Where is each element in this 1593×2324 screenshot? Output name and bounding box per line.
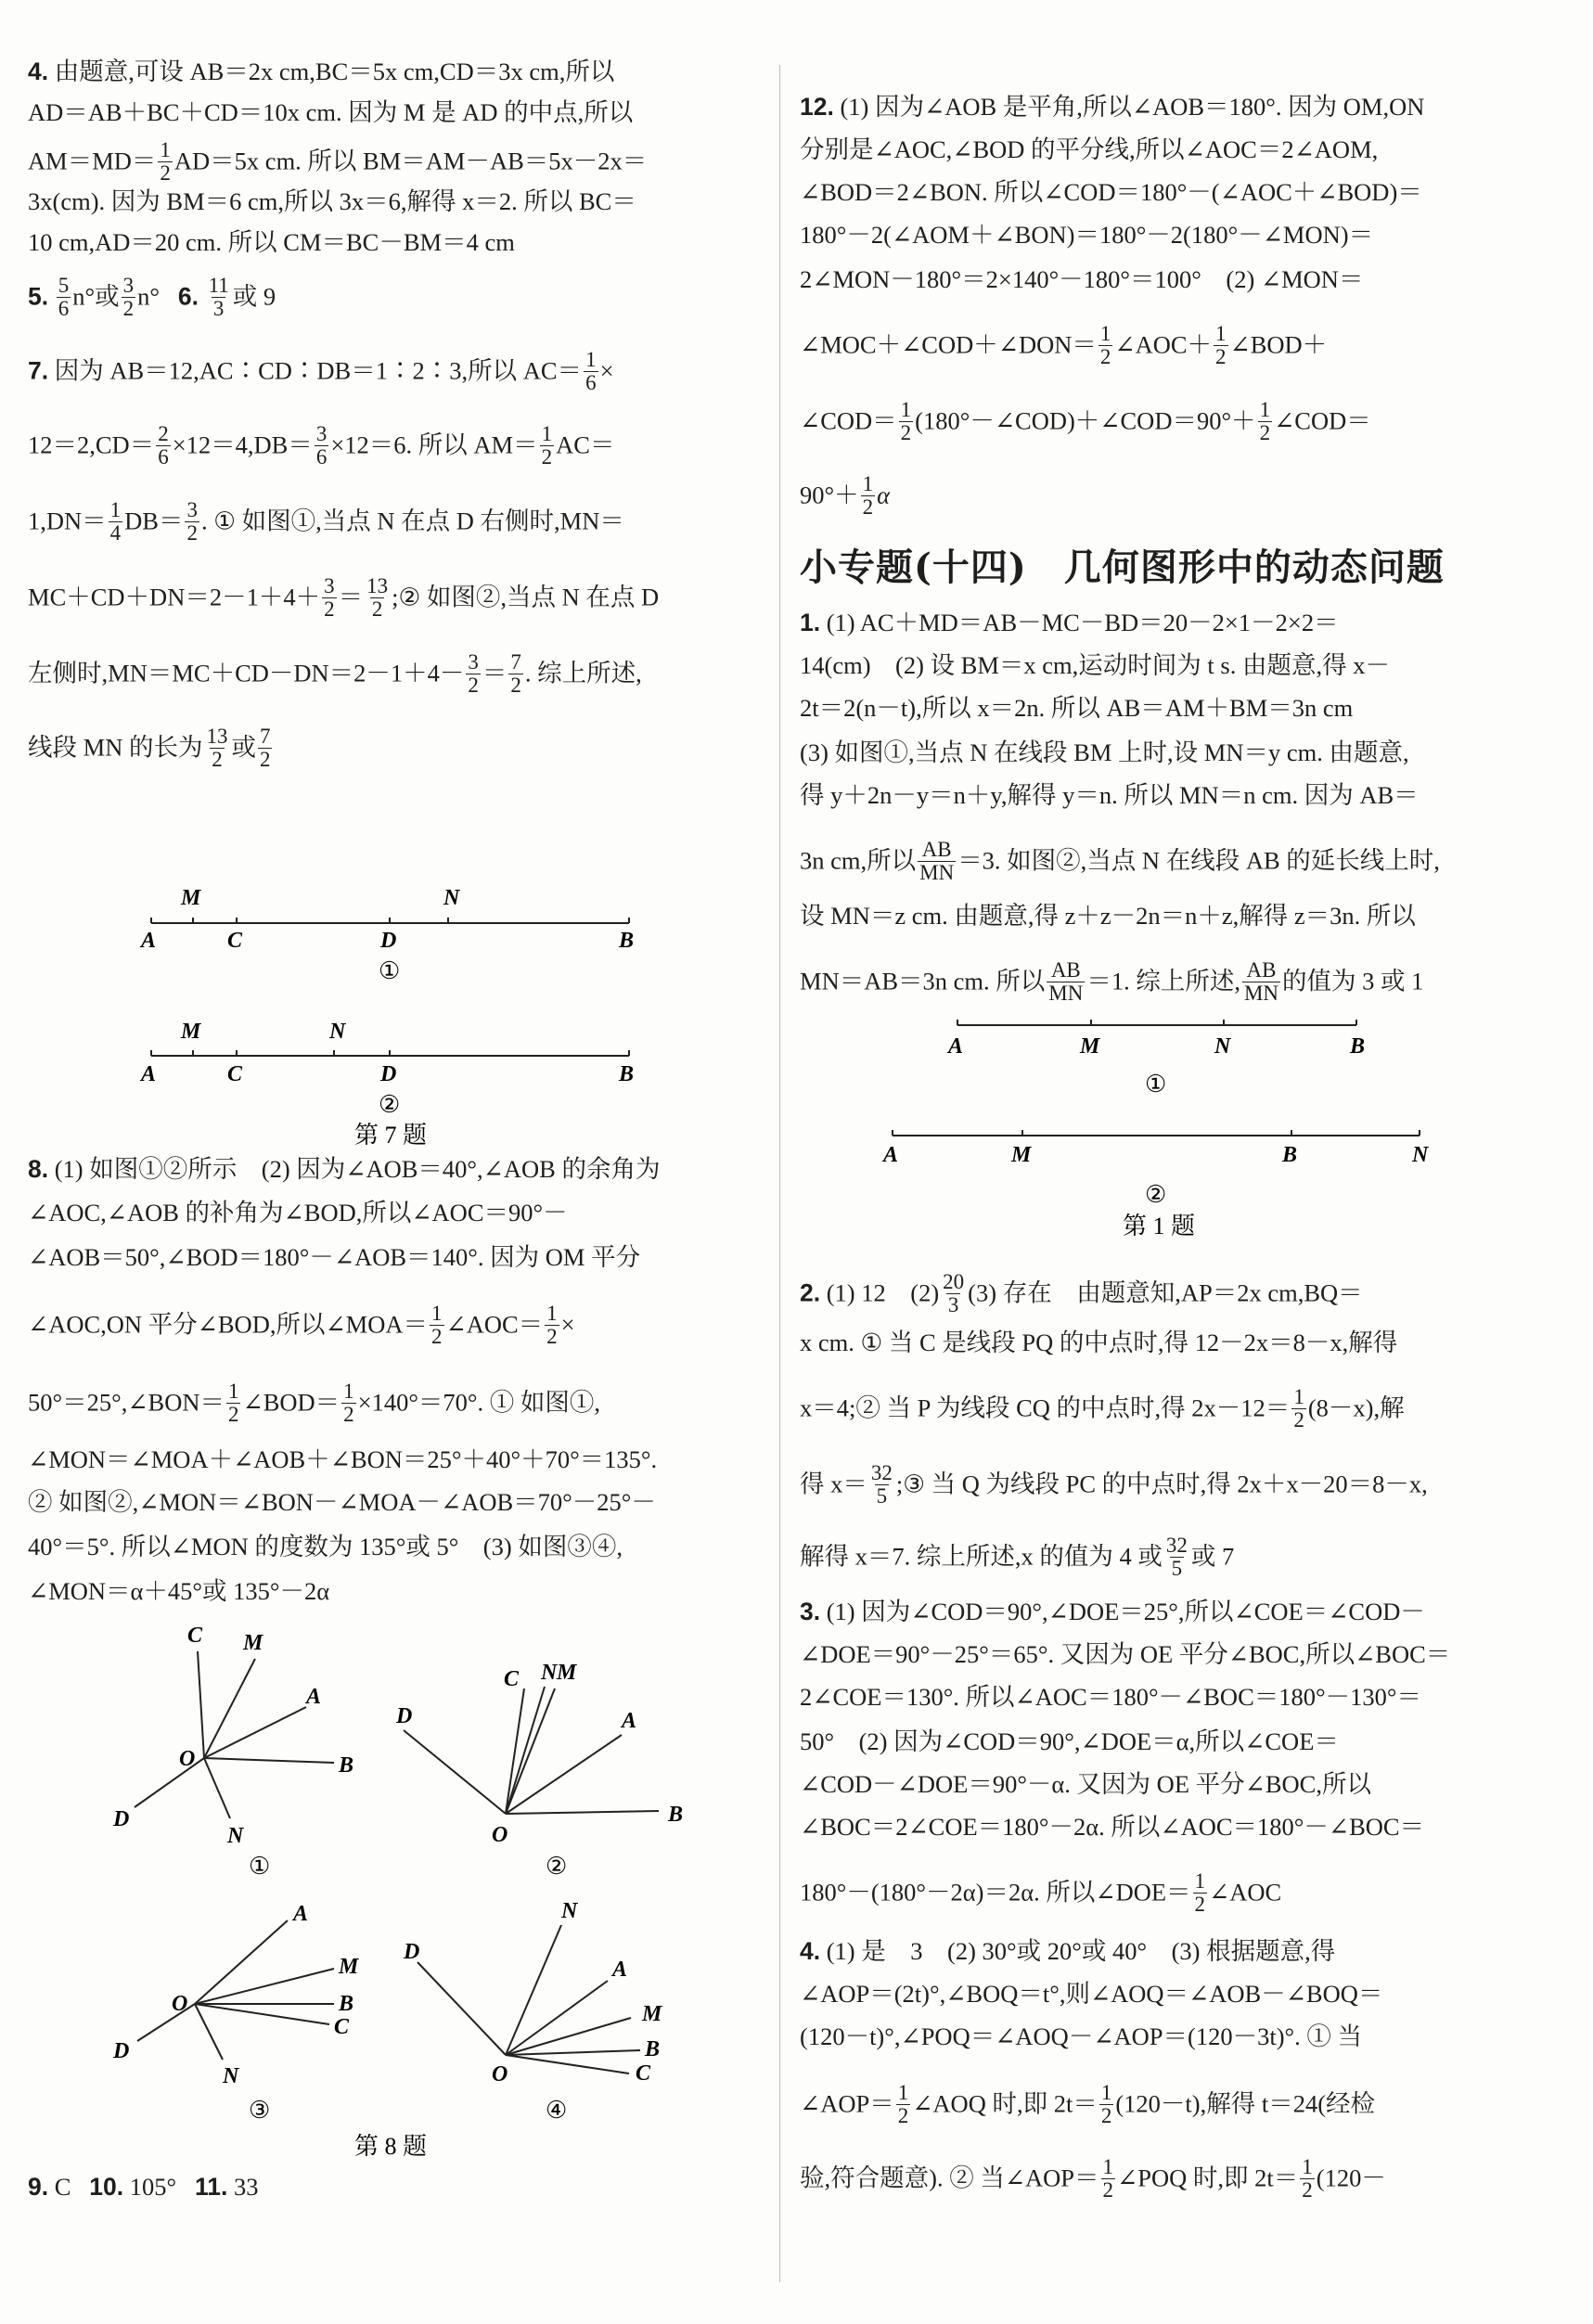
section-heading: 小专题(十四) 几何图形中的动态问题 — [800, 546, 1445, 589]
fig8-1-label-B: B — [339, 1753, 354, 1778]
fig8-label-1: ① — [249, 1853, 271, 1880]
fig8-3-label-N: N — [223, 2064, 239, 2088]
p3-line5: ∠COD－∠DOE＝90°－α. 又因为 OE 平分∠BOC,所以 — [800, 1770, 1371, 1798]
fig7-caption: 第 7 题 — [354, 1122, 428, 1149]
fig8-1-label-M: M — [243, 1631, 263, 1655]
fig7-1-label-D: D — [380, 929, 397, 953]
fig8-4-label-B: B — [645, 2037, 661, 2061]
q9-q11-line: 9. C 10. 105° 11. 33 — [28, 2173, 259, 2201]
fig8-2-label-M: M — [557, 1661, 577, 1685]
p1-line7: 设 MN＝z cm. 由题意,得 z＋z－2n＝n＋z,解得 z＝3n. 所以 — [800, 902, 1416, 930]
fig8-4-label-N: N — [561, 1899, 578, 1923]
fig8-3-label-D: D — [113, 2039, 130, 2063]
q4-line1: 4. 由题意,可设 AB＝2x cm,BC＝5x cm,CD＝3x cm,所以 — [28, 58, 615, 85]
q8-line2: ∠AOC,∠AOB 的补角为∠BOD,所以∠AOC＝90°－ — [28, 1199, 568, 1226]
q8-line1: 8. (1) 如图①②所示 (2) 因为∠AOB＝40°,∠AOB 的余角为 — [28, 1155, 661, 1183]
fig8-4-label-O: O — [492, 2062, 508, 2086]
q8-line5: 50°＝25°,∠BON＝ $\frac{1}{2}$ ∠BOD＝ $\frac{1}{2}$ ×140°＝70°. ① 如图①, — [28, 1380, 601, 1426]
fig1-2-label-A: A — [883, 1143, 899, 1167]
q7-line5: 左侧时,MN＝MC＋CD－DN＝2－1＋4－ $\frac{3}{2}$ ＝ $\frac{7}{2}$ . 综上所述, — [28, 650, 642, 697]
fig7-label-1: ① — [379, 957, 401, 984]
fig1-1-label-B: B — [1350, 1034, 1366, 1059]
fig7-1-label-N: N — [443, 886, 460, 910]
p3-line7: 180°－(180°－2α)＝2α. 所以∠DOE＝ $\frac{1}{2}$ ∠AOC — [800, 1869, 1282, 1916]
q8-line9: ∠MON＝α＋45°或 135°－2α — [28, 1577, 330, 1605]
q12-line4: 180°－2(∠AOM＋∠BON)＝180°－2(180°－∠MON)＝ — [800, 221, 1374, 249]
q8-line3: ∠AOB＝50°,∠BOD＝180°－∠AOB＝140°. 因为 OM 平分 — [28, 1243, 641, 1271]
left-column — [28, 0, 770, 2324]
q4-line5: 10 cm,AD＝20 cm. 所以 CM＝BC－BM＝4 cm — [28, 228, 515, 256]
fig8-1-label-A: A — [306, 1685, 322, 1709]
q7-line6: 线段 MN 的长为 $\frac{13}{2}$ 或 $\frac{7}{2}$ — [28, 725, 271, 771]
fig1-1-label-M: M — [1080, 1034, 1100, 1059]
fig1-2-label-B: B — [1282, 1143, 1298, 1167]
p4-line1: 4. (1) 是 3 (2) 30°或 20°或 40° (3) 根据题意,得 — [800, 1937, 1336, 1965]
p3-line2: ∠DOE＝90°－25°＝65°. 又因为 OE 平分∠BOC,所以∠BOC＝ — [800, 1640, 1451, 1668]
fig8-2-label-C: C — [504, 1667, 520, 1691]
q12-line5: 2∠MON－180°＝2×140°－180°＝100° (2) ∠MON＝ — [800, 265, 1364, 293]
q7-line2: 12＝2,CD＝ $\frac{2}{6}$ ×12＝4,DB＝ $\frac{3}{6}$ ×12＝6. 所以 AM＝ $\frac{1}{2}$ AC＝ — [28, 422, 615, 469]
p2-line5: 解得 x＝7. 综上所述,x 的值为 4 或 $\frac{32}{5}$ 或 7 — [800, 1534, 1235, 1580]
fig8-label-3: ③ — [249, 2097, 271, 2124]
fig7-2-label-C: C — [227, 1062, 243, 1086]
p3-line6: ∠BOC＝2∠COE＝180°－2α. 所以∠AOC＝180°－∠BOC＝ — [800, 1813, 1425, 1841]
q8-line4: ∠AOC,ON 平分∠BOD,所以∠MOA＝ $\frac{1}{2}$ ∠AOC＝ $\frac{1}{2}$ × — [28, 1302, 575, 1348]
q7-line1: 7. 因为 AB＝12,AC∶CD∶DB＝1∶2∶3,所以 AC＝ $\frac{1}{6}$ × — [28, 348, 614, 394]
p4-line2: ∠AOP＝(2t)°,∠BOQ＝t°,则∠AOQ＝∠AOB－∠BOQ＝ — [800, 1980, 1383, 2008]
q8-line6: ∠MON＝∠MOA＋∠AOB＋∠BON＝25°＋40°＋70°＝135°. — [28, 1445, 658, 1473]
p1-line4: (3) 如图①,当点 N 在线段 BM 上时,设 MN＝y cm. 由题意, — [800, 738, 1409, 766]
figure-7 — [28, 877, 770, 1149]
fig8-4-label-D: D — [404, 1940, 420, 1964]
fig1-1-label-N: N — [1214, 1034, 1231, 1059]
p3-line4: 50° (2) 因为∠COD＝90°,∠DOE＝α,所以∠COE＝ — [800, 1727, 1339, 1755]
fig7-2-label-D: D — [380, 1062, 397, 1086]
fig8-3-label-M: M — [339, 1955, 359, 1979]
fig8-2-label-N: N — [541, 1661, 558, 1685]
p4-line5: 验,符合题意). ② 当∠AOP＝ $\frac{1}{2}$ ∠POQ 时,即 2t＝ $\frac{1}{2}$ (120－ — [800, 2155, 1386, 2202]
p4-line3: (120－t)°,∠POQ＝∠AOQ－∠AOP＝(120－3t)°. ① 当 — [800, 2022, 1363, 2050]
fig7-2-label-B: B — [619, 1062, 635, 1086]
fig7-1-label-B: B — [619, 929, 635, 953]
fig1-label-2: ② — [1145, 1181, 1167, 1208]
q12-line8: 90°＋ $\frac{1}{2}$ α — [800, 472, 891, 519]
fig8-1-label-C: C — [187, 1624, 203, 1648]
q12-line7: ∠COD＝ $\frac{1}{2}$ (180°－∠COD)＋∠COD＝90°＋ $\frac{1}{2}$ ∠COD＝ — [800, 398, 1371, 444]
figure-1 — [800, 1011, 1528, 1243]
p1-line2: 14(cm) (2) 设 BM＝x cm,运动时间为 t s. 由题意,得 x－ — [800, 651, 1390, 679]
fig1-1-label-A: A — [948, 1034, 964, 1059]
fig1-label-1: ① — [1145, 1071, 1167, 1098]
fig7-1-label-A: A — [141, 929, 157, 953]
fig8-label-2: ② — [546, 1853, 568, 1880]
fig1-2-label-N: N — [1412, 1143, 1429, 1167]
figure-8 — [28, 1605, 770, 2189]
q8-line8: 40°＝5°. 所以∠MON 的度数为 135°或 5° (3) 如图③④, — [28, 1533, 623, 1560]
fig8-caption: 第 8 题 — [354, 2133, 428, 2160]
p2-line1: 2. (1) 12 (2) $\frac{20}{3}$ (3) 存在 由题意知,AP＝2x cm,BQ＝ — [800, 1270, 1363, 1316]
q12-line6: ∠MOC＋∠COD＋∠DON＝ $\frac{1}{2}$ ∠AOC＋ $\frac{1}{2}$ ∠BOD＋ — [800, 322, 1328, 368]
fig8-3-label-A: A — [293, 1902, 309, 1926]
fig8-3-label-O: O — [172, 1992, 188, 2016]
fig7-2-label-N: N — [329, 1020, 346, 1044]
fig8-4-label-C: C — [636, 2061, 651, 2086]
p1-line3: 2t＝2(n－t),所以 x＝2n. 所以 AB＝AM＋BM＝3n cm — [800, 694, 1354, 722]
fig7-label-2: ② — [379, 1091, 401, 1118]
fig8-2-label-B: B — [668, 1803, 684, 1827]
q4-line3: AM＝MD＝ $\frac{1}{2}$ AD＝5x cm. 所以 BM＝AM－AB＝5x－2x＝ — [28, 138, 648, 185]
p2-line3: x＝4;② 当 P 为线段 CQ 的中点时,得 2x－12＝ $\frac{1}{2}$ (8－x),解 — [800, 1385, 1405, 1432]
fig8-3-label-C: C — [334, 2015, 350, 2039]
p1-line5: 得 y＋2n－y＝n＋y,解得 y＝n. 所以 MN＝n cm. 因为 AB＝ — [800, 781, 1419, 809]
fig8-3-label-B: B — [339, 1992, 354, 2016]
q4-line4: 3x(cm). 因为 BM＝6 cm,所以 3x＝6,解得 x＝2. 所以 BC＝ — [28, 187, 636, 215]
fig7-1-label-M: M — [181, 886, 201, 910]
fig8-label-4: ④ — [546, 2097, 568, 2124]
right-column — [800, 0, 1528, 2324]
q12-line3: ∠BOD＝2∠BON. 所以∠COD＝180°－(∠AOC＋∠BOD)＝ — [800, 178, 1422, 206]
fig7-1-label-C: C — [227, 929, 243, 953]
p2-line4: 得 x＝ $\frac{32}{5}$ ;③ 当 Q 为线段 PC 的中点时,得 2x＋x－20＝8－x, — [800, 1461, 1428, 1508]
fig1-2-label-M: M — [1011, 1143, 1032, 1167]
column-divider — [779, 65, 780, 2282]
p3-line1: 3. (1) 因为∠COD＝90°,∠DOE＝25°,所以∠COE＝∠COD－ — [800, 1598, 1425, 1625]
q12-line2: 分别是∠AOC,∠BOD 的平分线,所以∠AOC＝2∠AOM, — [800, 135, 1379, 163]
fig8-4-label-A: A — [612, 1958, 628, 1982]
fig8-2-label-D: D — [396, 1704, 413, 1728]
p3-line3: 2∠COE＝130°. 所以∠AOC＝180°－∠BOC＝180°－130°＝ — [800, 1683, 1421, 1711]
q7-line3: 1,DN＝ $\frac{1}{4}$ DB＝ $\frac{3}{2}$ . ① 如图①,当点 N 在点 D 右侧时,MN＝ — [28, 498, 624, 545]
p4-line4: ∠AOP＝ $\frac{1}{2}$ ∠AOQ 时,即 2t＝ $\frac{1}{2}$ (120－t),解得 t＝24(经检 — [800, 2081, 1376, 2127]
q8-line7: ② 如图②,∠MON＝∠BON－∠MOA－∠AOB＝70°－25°－ — [28, 1488, 656, 1516]
fig8-1-label-O: O — [179, 1747, 196, 1771]
q5-q6-line: 5. $\frac{5}{6}$ n°或 $\frac{3}{2}$ n° 6. $\frac{11}{3}$ 或 9 — [28, 274, 276, 320]
fig8-1-label-N: N — [227, 1824, 244, 1848]
fig8-4-label-M: M — [642, 2002, 662, 2026]
fig8-1-label-D: D — [113, 1807, 130, 1831]
fig8-2-label-O: O — [492, 1823, 508, 1847]
fig8-2-label-A: A — [622, 1709, 637, 1733]
q4-line2: AD＝AB＋BC＋CD＝10x cm. 因为 M 是 AD 的中点,所以 — [28, 98, 634, 126]
fig7-2-label-A: A — [141, 1062, 157, 1086]
q7-line4: MC＋CD＋DN＝2－1＋4＋ $\frac{3}{2}$ ＝ $\frac{13}{2}$ ;② 如图②,当点 N 在点 D — [28, 574, 660, 621]
p1-line6: 3n cm,所以 $\frac{AB}{MN}$ ＝3. 如图②,当点 N 在线段 AB 的延长线上时, — [800, 838, 1440, 884]
p2-line2: x cm. ① 当 C 是线段 PQ 的中点时,得 12－2x＝8－x,解得 — [800, 1329, 1398, 1356]
q12-line1: 12. (1) 因为∠AOB 是平角,所以∠AOB＝180°. 因为 OM,ON — [800, 93, 1425, 121]
p1-line8: MN＝AB＝3n cm. 所以 $\frac{AB}{MN}$ ＝1. 综上所述, $\frac{AB}{MN}$ 的值为 3 或 1 — [800, 958, 1424, 1005]
fig1-caption: 第 1 题 — [1123, 1213, 1196, 1239]
p1-line1: 1. (1) AC＋MD＝AB－MC－BD＝20－2×1－2×2＝ — [800, 609, 1339, 636]
fig7-2-label-M: M — [181, 1020, 201, 1044]
